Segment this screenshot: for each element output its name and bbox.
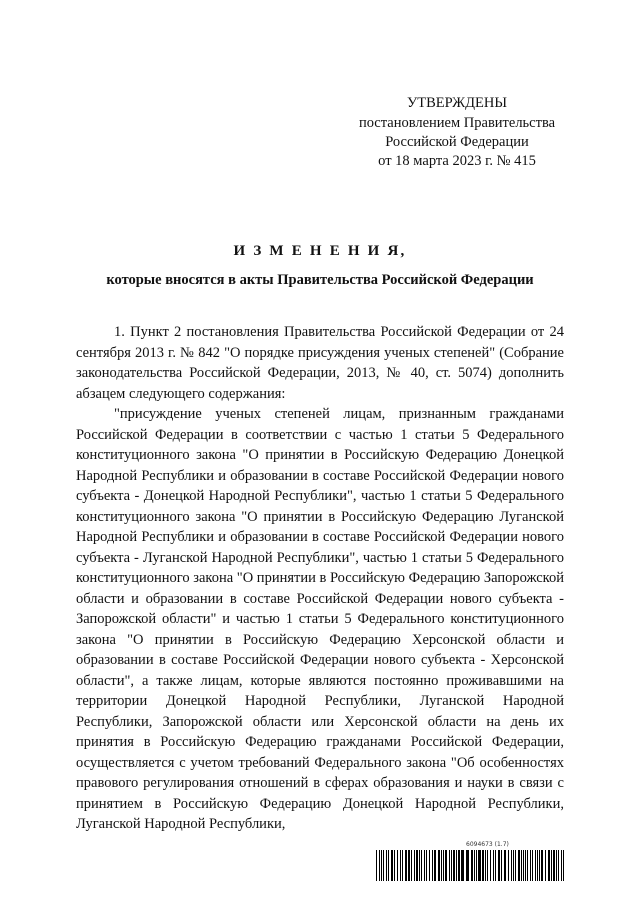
barcode-bar xyxy=(400,850,401,881)
barcode-bar xyxy=(376,850,377,881)
approval-line-3: от 18 марта 2023 г. № 415 xyxy=(378,153,536,169)
barcode-bar xyxy=(561,850,562,881)
barcode-bar xyxy=(535,850,536,881)
approval-block xyxy=(352,94,562,171)
barcode-bar xyxy=(456,850,457,881)
barcode-bar xyxy=(548,850,550,881)
barcode-bar xyxy=(530,850,531,881)
approval-line-1: постановлением Правительства xyxy=(358,115,556,131)
barcode-image xyxy=(376,850,566,881)
barcode-bar xyxy=(386,850,387,881)
barcode-number: 6094673 (1.7) xyxy=(466,841,509,848)
barcode-bar xyxy=(493,850,494,881)
paragraph-1: 1. Пункт 2 постановления Правительства Российской Федерации от 24 сентября 2013 г. № 842 "О порядке присуждения ученых степеней" (Собрание законодательства Российской Федерации, 2013, № 40, ст. 5074) дополнить абзацем следующего содержания: xyxy=(76,324,564,402)
barcode-bar xyxy=(443,850,444,881)
barcode-bar xyxy=(563,850,564,881)
barcode-bar xyxy=(438,850,440,881)
barcode-bar xyxy=(485,850,486,881)
barcode-bar xyxy=(411,850,412,881)
barcode-bar xyxy=(419,850,420,881)
barcode-bar xyxy=(416,850,418,881)
document-title: И З М Е Н Е Н И Я, xyxy=(233,243,407,259)
barcode-bar xyxy=(556,850,557,881)
barcode-bar xyxy=(451,850,452,881)
barcode-bar xyxy=(426,850,427,881)
approval-heading: УТВЕРЖДЕНЫ xyxy=(406,95,508,111)
barcode-bar xyxy=(545,850,546,881)
barcode-bar xyxy=(474,850,475,881)
barcode-bar xyxy=(495,850,496,881)
barcode-bar xyxy=(523,850,524,881)
barcode-bar xyxy=(487,850,488,881)
document-subtitle: которые вносятся в акты Правительства Российской Федерации xyxy=(106,272,534,288)
barcode-block xyxy=(376,841,566,883)
barcode-bar xyxy=(521,850,522,881)
barcode-bar xyxy=(424,850,425,881)
barcode-bar xyxy=(421,850,422,881)
barcode-bar xyxy=(532,850,533,881)
barcode-bar xyxy=(434,850,436,881)
barcode-bar xyxy=(458,850,460,881)
barcode-bar xyxy=(490,850,491,881)
barcode-bar xyxy=(518,850,520,881)
barcode-bar xyxy=(515,850,516,881)
barcode-bar xyxy=(541,850,543,881)
barcode-bar xyxy=(504,850,506,881)
barcode-bar xyxy=(501,850,502,881)
barcode-bar xyxy=(445,850,447,881)
barcode-bar xyxy=(551,850,552,881)
barcode-bar xyxy=(432,850,433,881)
barcode-bar xyxy=(508,850,509,881)
barcode-bar xyxy=(405,850,407,881)
barcode-bar xyxy=(391,850,393,881)
barcode-bar xyxy=(379,850,380,881)
barcode-bar xyxy=(511,850,512,881)
barcode-bar xyxy=(471,850,473,881)
barcode-bar xyxy=(381,850,382,881)
barcode-bar xyxy=(453,850,455,881)
barcode-bar xyxy=(429,850,430,881)
approval-line-2: Российской Федерации xyxy=(385,134,529,150)
barcode-bar xyxy=(482,850,484,881)
barcode-bar xyxy=(441,850,442,881)
paragraph-2: "присуждение ученых степеней лицам, признанным гражданами Российской Федерации в соответствии с частью 1 статьи 5 Федерального конституционного закона "О принятии в Российскую Федерацию Донецкой Народной Республики и образовании в составе Российской Федерации нового субъекта - Донецкой Народной Республики", частью 1 статьи 5 Федерального конституционного закона "О принятии в Российскую Федерацию Луганской Народной Республики и образовании в составе Российской Федерации нового субъекта - Луганской Народной Республики", частью 1 статьи 5 Федерального конституционного закона "О принятии в Российскую Федерацию Запорожской области и образовании в составе Российской Федерации нового субъекта - Запорожской области" и частью 1 статьи 5 Федерального конституционного закона "О принятии в Российскую Федерацию Херсонской области и образовании в составе Российской Федерации нового субъекта - Херсонской области", а также лицам, которые являются постоянно проживавшими на территории Донецкой Народной Республики, Луганской Народной Республики, Запорожской области или Херсонской области на день их принятия в Российскую Федерацию гражданами Российской Федерации, осуществляется с учетом требований Федерального закона "Об особенностях правового регулирования отношений в сферах образования и науки в связи с принятием в Российскую Федерацию Донецкой Народной Республики, Луганской Народной Республики, xyxy=(76,406,564,832)
barcode-bar xyxy=(388,850,389,881)
barcode-bar xyxy=(478,850,481,881)
barcode-bar xyxy=(414,850,415,881)
barcode-bar xyxy=(461,850,464,881)
barcode-bar xyxy=(394,850,395,881)
barcode-bar xyxy=(553,850,555,881)
barcode-bar xyxy=(513,850,514,881)
barcode-bar xyxy=(525,850,526,881)
barcode-bar xyxy=(402,850,403,881)
barcode-bar xyxy=(383,850,384,881)
barcode-bar xyxy=(476,850,477,881)
document-body xyxy=(76,322,564,835)
barcode-bar xyxy=(449,850,450,881)
barcode-bar xyxy=(408,850,410,881)
barcode-bar xyxy=(539,850,540,881)
barcode-bar xyxy=(498,850,500,881)
barcode-bar xyxy=(397,850,398,881)
barcode-bar xyxy=(527,850,528,881)
barcode-bar xyxy=(537,850,538,881)
barcode-bar xyxy=(466,850,469,881)
barcode-bar xyxy=(558,850,559,881)
